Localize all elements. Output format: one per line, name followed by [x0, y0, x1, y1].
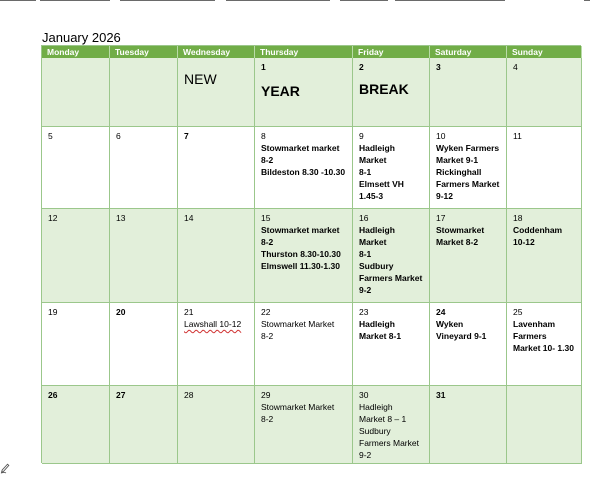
event-text: Stowmarket Market 8-2 — [261, 319, 335, 341]
event-text: Lawshall 10-12 — [184, 319, 242, 329]
day-cell-jan-4[interactable] — [507, 58, 582, 127]
day-number: 10 — [436, 131, 446, 141]
day-cell-jan-22[interactable] — [255, 303, 353, 386]
day-number: 16 — [359, 213, 369, 223]
day-cell-jan-9[interactable] — [353, 127, 430, 209]
day-number: 17 — [436, 213, 446, 223]
day-number: 15 — [261, 213, 271, 223]
day-number: 11 — [513, 131, 522, 141]
day-number: 6 — [116, 131, 121, 141]
holiday-banner-word: BREAK — [359, 81, 409, 97]
day-cell-jan-23[interactable] — [353, 303, 430, 386]
event-text: Stowmarket market 8-2 Bildeston 8.30 -10.30 — [261, 143, 346, 177]
day-cell-jan-8[interactable] — [255, 127, 353, 209]
day-cell-jan-27[interactable] — [110, 386, 178, 464]
day-cell[interactable] — [507, 386, 582, 464]
day-cell-jan-24[interactable] — [430, 303, 507, 386]
pen-icon — [0, 462, 10, 474]
day-cell-jan-25[interactable] — [507, 303, 582, 386]
day-number: 3 — [436, 62, 441, 72]
calendar-table — [41, 45, 581, 463]
weekday-header-friday: Friday — [353, 46, 430, 58]
day-cell-jan-12[interactable] — [42, 209, 110, 303]
holiday-banner-word: YEAR — [261, 83, 300, 99]
day-number: 7 — [184, 131, 189, 141]
page-title: January 2026 — [42, 30, 121, 45]
day-cell-jan-14[interactable] — [178, 209, 255, 303]
day-cell-jan-17[interactable] — [430, 209, 507, 303]
day-cell-jan-1[interactable] — [255, 58, 353, 127]
day-cell[interactable] — [178, 58, 255, 127]
day-cell-jan-20[interactable] — [110, 303, 178, 386]
day-number: 31 — [436, 390, 446, 400]
day-cell-jan-18[interactable] — [507, 209, 582, 303]
cropped-top-text — [0, 0, 600, 4]
day-number: 25 — [513, 307, 523, 317]
event-text: Hadleigh Market 8-1 Elmsett VH 1.45-3 — [359, 143, 404, 201]
day-number: 1 — [261, 62, 266, 72]
day-cell-jan-26[interactable] — [42, 386, 110, 464]
day-number: 23 — [359, 307, 369, 317]
event-text: Coddenham 10-12 — [513, 225, 563, 247]
event-text: Stowmarket market 8-2 Thurston 8.30-10.30 Elmswell 11.30-1.30 — [261, 225, 341, 271]
event-text: Hadleigh Market 8-1 Sudbury Farmers Market 9-2 — [359, 225, 423, 295]
day-cell-jan-21[interactable] — [178, 303, 255, 386]
holiday-banner-word: NEW — [184, 71, 217, 87]
event-text: Lavenham Farmers Market 10- 1.30 — [513, 319, 574, 353]
day-number: 12 — [48, 213, 58, 223]
day-cell-jan-15[interactable] — [255, 209, 353, 303]
day-number: 27 — [116, 390, 126, 400]
weekday-header-thursday: Thursday — [255, 46, 353, 58]
day-number: 22 — [261, 307, 271, 317]
day-number: 21 — [184, 307, 194, 317]
day-cell-jan-5[interactable] — [42, 127, 110, 209]
day-cell[interactable] — [110, 58, 178, 127]
day-number: 2 — [359, 62, 364, 72]
event-text: Wyken Farmers Market 9-1 Rickinghall Farmers Market 9-12 — [436, 143, 500, 201]
day-number: 30 — [359, 390, 369, 400]
day-number: 20 — [116, 307, 126, 317]
day-cell-jan-7[interactable] — [178, 127, 255, 209]
event-text: Stowmarket Market 8-2 — [261, 402, 335, 424]
day-number: 5 — [48, 131, 53, 141]
day-number: 26 — [48, 390, 58, 400]
day-number: 13 — [116, 213, 126, 223]
day-number: 4 — [513, 62, 518, 72]
day-cell-jan-6[interactable] — [110, 127, 178, 209]
weekday-header-wednesday: Wednesday — [178, 46, 255, 58]
day-cell-jan-19[interactable] — [42, 303, 110, 386]
day-number: 14 — [184, 213, 194, 223]
day-cell-jan-13[interactable] — [110, 209, 178, 303]
day-number: 18 — [513, 213, 523, 223]
event-text: Hadleigh Market 8 – 1 Sudbury Farmers Market 9-2 — [359, 402, 419, 460]
day-number: 29 — [261, 390, 271, 400]
day-number: 28 — [184, 390, 194, 400]
day-cell-jan-2[interactable] — [353, 58, 430, 127]
day-cell-jan-29[interactable] — [255, 386, 353, 464]
day-cell-jan-11[interactable] — [507, 127, 582, 209]
day-number: 8 — [261, 131, 266, 141]
weekday-header-sunday: Sunday — [507, 46, 582, 58]
event-text: Stowmarket Market 8-2 — [436, 225, 485, 247]
day-cell-jan-31[interactable] — [430, 386, 507, 464]
day-number: 9 — [359, 131, 364, 141]
day-cell-jan-28[interactable] — [178, 386, 255, 464]
day-number: 19 — [48, 307, 58, 317]
day-number: 24 — [436, 307, 446, 317]
day-cell[interactable] — [42, 58, 110, 127]
day-cell-jan-16[interactable] — [353, 209, 430, 303]
weekday-header-saturday: Saturday — [430, 46, 507, 58]
day-cell-jan-3[interactable] — [430, 58, 507, 127]
day-cell-jan-30[interactable] — [353, 386, 430, 464]
event-text: Wyken Vineyard 9-1 — [436, 319, 487, 341]
day-cell-jan-10[interactable] — [430, 127, 507, 209]
weekday-header-tuesday: Tuesday — [110, 46, 178, 58]
event-text: Hadleigh Market 8-1 — [359, 319, 402, 341]
weekday-header-monday: Monday — [42, 46, 110, 58]
